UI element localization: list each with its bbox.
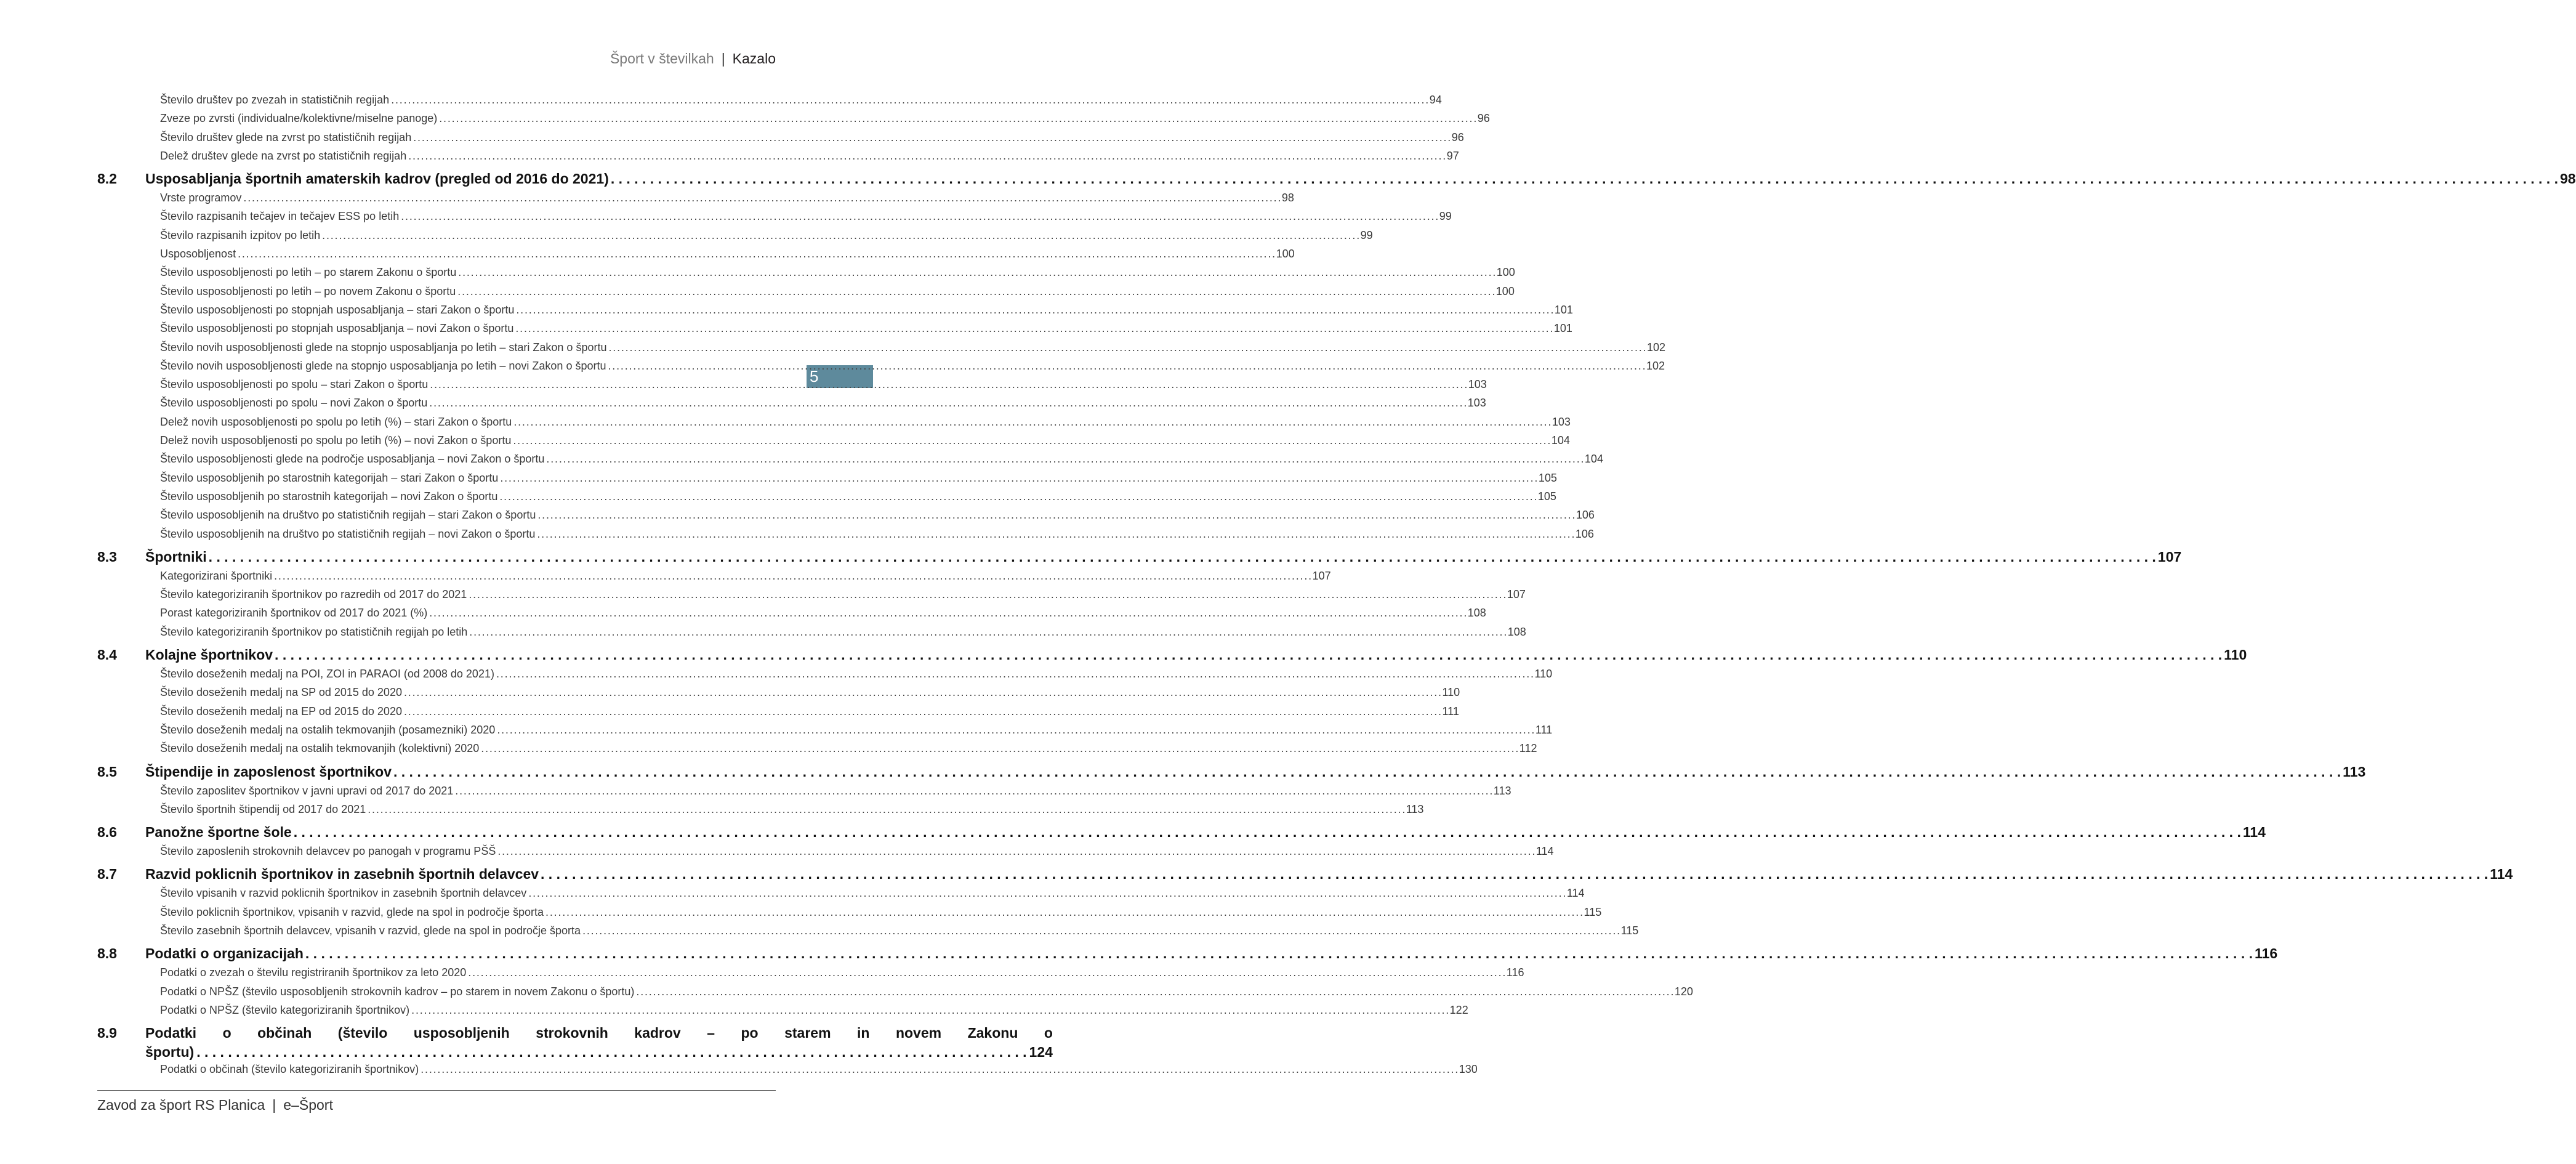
toc-page-number: 100 [1276,248,1295,261]
leader-dots [497,845,1534,858]
leader-dots [455,785,1492,798]
leader-dots [528,887,1565,900]
toc-section-title-continued: športu) [145,1044,195,1061]
leader-dots [294,824,2241,841]
toc-page-number: 122 [1449,1003,1468,1016]
toc-subentry-title: Število usposobljenosti po letih – po novem Zakonu o športu [160,285,456,297]
toc-subentry-title: Vrste programov [160,192,242,204]
toc-subentry[interactable] [97,341,1666,360]
toc-subentry[interactable] [97,742,1537,761]
toc-subentry-title: Število kategoriziranih športnikov po razredih od 2017 do 2021 [160,588,467,601]
toc-page-number: 116 [1506,966,1524,979]
leader-dots [499,490,1536,503]
toc-page-number: 105 [1538,471,1557,484]
toc-subentry-title: Število razpisanih tečajev in tečajev ESS po letih [160,210,400,223]
toc-subentry[interactable] [97,453,1603,471]
leader-dots [413,131,1450,144]
toc-subentry-title: Število usposobljenosti po spolu – novi Zakon o športu [160,397,428,410]
leader-dots [611,171,2558,187]
toc-subentry[interactable] [97,434,1570,453]
toc-subentry[interactable] [97,668,1553,686]
leader-dots [513,434,1550,447]
toc-section-title: Podatki o organizacijah [145,945,304,962]
toc-subentry[interactable] [97,723,1553,742]
toc-subentry[interactable] [97,303,1573,322]
toc-page-number: 114 [2242,824,2266,841]
toc-subentry-title: Podatki o zvezah o številu registriranih športnikov za leto 2020 [160,966,467,979]
toc-subentry-title: Število doseženih medalj na EP od 2015 do 2020 [160,705,402,717]
leader-dots [368,803,1404,816]
toc-page-number: 115 [1584,905,1602,918]
toc-page-number: 110 [1442,686,1460,699]
toc-subentry[interactable] [97,131,1464,150]
toc-subentry[interactable] [97,490,1556,509]
toc-subentry-title: Podatki o NPŠZ (število kategoriziranih športnikov) [160,1003,410,1016]
toc-subentry-title: Usposobljenost [160,248,236,261]
toc-subentry[interactable] [97,802,1424,822]
toc-subentry-title: Število športnih štipendij od 2017 do 2021 [160,802,366,815]
toc-section-title: Razvid poklicnih športnikov in zasebnih športnih delavcev [145,866,539,883]
leader-dots [497,724,1534,737]
toc-page-number: 120 [1674,985,1693,998]
toc-page-number: 108 [1507,625,1526,638]
toc-subentry[interactable] [97,94,1442,112]
toc-subentry[interactable] [97,985,1693,1004]
toc-subentry-title: Delež novih usposobljenosti po spolu po letih (%) – novi Zakon o športu [160,434,512,447]
toc-subentry-title: Število usposobljenih na društvo po statističnih regijah – novi Zakon o športu [160,527,536,540]
toc-subentry-title: Zveze po zvrsti (individualne/kolektivne/miselne panoge) [160,112,438,125]
toc-subentry-title: Porast kategoriziranih športnikov od 2017 do 2021 (%) [160,607,428,620]
leader-dots [608,341,1645,354]
toc-page-number: 96 [1477,112,1490,125]
toc-section-number: 8.3 [97,548,117,565]
leader-dots [404,705,1441,718]
toc-subentry-title: Število razpisanih izpitov po letih [160,228,321,241]
leader-dots [469,626,1506,639]
toc-section-entry[interactable] [97,548,2182,570]
toc-subentry[interactable] [97,607,1486,625]
toc-subentry[interactable] [97,322,1572,341]
leader-dots [404,686,1441,699]
toc-subentry-title: Podatki o občinah (število kategoriziranih športnikov) [160,1063,419,1076]
toc-subentry-title: Število doseženih medalj na POI, ZOI in PARAOI (od 2008 do 2021) [160,668,494,681]
header-publication: Šport v številkah [610,51,714,67]
toc-subentry-title: Kategorizirani športniki [160,569,273,582]
leader-dots [408,150,1445,163]
toc-subentry-title: Število vpisanih v razvid poklicnih športnikov in zasebnih športnih delavcev [160,887,527,900]
leader-dots [274,570,1311,583]
toc-section-entry[interactable] [97,1025,1053,1063]
toc-subentry-title: Število usposobljenosti glede na področje usposabljanja – novi Zakon o športu [160,453,545,466]
toc-section-title: Štipendije in zaposlenost športnikov [145,763,392,780]
toc-page-number: 97 [1446,149,1459,162]
leader-dots [411,1004,1448,1017]
leader-dots [481,742,1518,755]
toc-page-number: 104 [1584,453,1603,466]
leader-dots [439,112,1476,125]
toc-page-number: 114 [1566,887,1585,900]
toc-page-number: 106 [1576,509,1595,522]
toc-page-number: 124 [1029,1044,1053,1061]
footer-institution: Zavod za šport RS Planica [97,1097,265,1113]
toc-section-title: Športniki [145,548,207,565]
toc-subentry[interactable] [97,192,1294,210]
leader-dots [636,985,1673,998]
toc-page-number: 114 [2490,866,2513,883]
leader-dots [391,94,1428,107]
toc-page-number: 111 [1535,723,1553,736]
leader-dots [305,945,2253,962]
leader-dots [196,1044,1026,1061]
toc-subentry-title: Število doseženih medalj na ostalih tekmovanjih (posamezniki) 2020 [160,723,496,736]
toc-subentry-title: Število zaposlenih strokovnih delavcev po panogah v programu PŠŠ [160,845,496,858]
toc-subentry[interactable] [97,569,1331,588]
toc-page-number: 94 [1429,94,1442,106]
toc-page-number: 102 [1646,341,1666,354]
leader-dots [429,607,1466,620]
leader-dots [275,647,2222,663]
leader-dots [238,248,1274,261]
leader-dots [582,924,1619,937]
toc-subentry[interactable] [97,378,1487,397]
leader-dots [243,192,1280,204]
toc-page-number: 110 [2224,647,2247,663]
toc-section-number: 8.9 [97,1025,117,1041]
footer-separator: | [272,1097,276,1113]
toc-subentry[interactable] [97,625,1526,644]
leader-dots [541,866,2488,883]
toc-subentry[interactable] [97,686,1460,705]
toc-section-entry[interactable] [97,763,2366,785]
toc-subentry[interactable] [97,905,1602,924]
toc-subentry-title: Število usposobljenosti po letih – po starem Zakonu o športu [160,266,457,279]
toc-subentry-title: Število zaposlitev športnikov v javni upravi od 2017 do 2021 [160,784,454,797]
toc-subentry[interactable] [97,359,1665,378]
toc-page-number: 113 [2343,763,2366,780]
leader-dots [209,549,2156,565]
leader-dots [496,668,1533,681]
toc-subentry[interactable] [97,588,1526,607]
toc-subentry[interactable] [97,415,1571,434]
toc-subentry-title: Podatki o NPŠZ (število usposobljenih strokovnih kadrov – po starem in novem Zakonu o športu) [160,985,635,998]
footer-rule [97,1090,776,1091]
leader-dots [545,906,1582,919]
toc-page-number: 104 [1551,434,1570,447]
toc-section-number: 8.8 [97,945,117,962]
toc-page-number: 111 [1442,705,1459,717]
toc-page-number: 98 [2559,171,2576,187]
toc-subentry-title: Število kategoriziranih športnikov po statističnih regijah po letih [160,625,468,638]
toc-subentry-title: Število usposobljenosti po stopnjah usposabljanja – novi Zakon o športu [160,322,514,335]
toc-subentry-title: Delež novih usposobljenosti po spolu po letih (%) – stari Zakon o športu [160,415,512,428]
leader-dots [421,1063,1457,1076]
toc-page-number: 100 [1495,285,1515,297]
toc-subentry[interactable] [97,705,1459,724]
toc-subentry[interactable] [97,397,1486,415]
toc-page-number: 103 [1552,415,1571,428]
leader-dots [513,416,1550,429]
toc-section-entry[interactable] [97,824,2266,845]
toc-subentry[interactable] [97,966,1524,985]
leader-dots [429,397,1466,410]
chapter-tab: 5 [807,365,873,388]
toc-section-title: Usposabljanja športnih amaterskih kadrov (pregled od 2016 do 2021) [145,171,609,187]
leader-dots [515,322,1552,335]
toc-page-number: 100 [1496,266,1515,279]
leader-dots [401,210,1438,223]
toc-page-number: 108 [1467,607,1486,620]
leader-dots [608,360,1644,373]
leader-dots [468,966,1505,979]
leader-dots [457,285,1494,298]
toc-section-number: 8.6 [97,824,117,841]
toc-subentry[interactable] [97,471,1557,490]
leader-dots [458,266,1495,279]
toc-subentry-title: Število usposobljenih po starostnih kategorijah – stari Zakon o športu [160,471,499,484]
toc-subentry[interactable] [97,1003,1468,1022]
toc-page-number: 113 [1406,802,1424,815]
toc-page-number: 103 [1468,378,1487,391]
toc-subentry-title: Število poklicnih športnikov, vpisanih v razvid, glede na spol in področje športa [160,905,544,918]
toc-page-number: 130 [1459,1063,1478,1076]
toc-subentry-title: Število usposobljenih na društvo po statističnih regijah – stari Zakon o športu [160,509,536,522]
toc-section-title: Panožne športne šole [145,824,292,841]
toc-subentry[interactable] [97,924,1639,943]
running-footer [97,1097,333,1113]
toc-page-number: 101 [1553,322,1572,335]
toc-subentry-title: Število usposobljenosti po stopnjah usposabljanja – stari Zakon o športu [160,303,515,316]
toc-page-number: 105 [1537,490,1556,503]
toc-subentry-title: Število usposobljenih po starostnih kategorijah – novi Zakon o športu [160,490,498,503]
toc-page-number: 98 [1281,192,1294,204]
toc-subentry[interactable] [97,112,1490,131]
toc-subentry-title: Število novih usposobljenosti glede na stopnjo usposabljanja po letih – novi Zakon o športu [160,359,606,372]
toc-page-number: 102 [1646,359,1665,372]
toc-section-title: Kolajne športnikov [145,647,273,663]
toc-page-number: 101 [1554,303,1573,316]
leader-dots [537,509,1574,522]
toc-section-entry[interactable] [97,171,2576,192]
toc-section-number: 8.5 [97,763,117,780]
toc-subentry-title: Delež društev glede na zvrst po statističnih regijah [160,149,407,162]
leader-dots [500,472,1537,485]
toc-page-number: 112 [1519,742,1537,755]
toc-subentry-title: Število društev po zvezah in statističnih regijah [160,94,390,106]
footer-publication: e–Šport [283,1097,333,1113]
toc-section-title: Podatki o občinah (število usposobljenih strokovnih kadrov – po starem in novem Zakonu o [145,1025,1053,1041]
toc-subentry[interactable] [97,285,1515,304]
toc-subentry[interactable] [97,210,1452,228]
toc-section-number: 8.4 [97,647,117,663]
toc-section-entry[interactable] [97,945,2278,966]
leader-dots [393,764,2341,780]
toc-subentry[interactable] [97,887,1585,905]
toc-subentry[interactable] [97,248,1295,266]
toc-subentry[interactable] [97,784,1511,803]
toc-page-number: 113 [1493,784,1511,797]
toc-page-number: 107 [1507,588,1526,601]
toc-subentry-title: Število novih usposobljenosti glede na stopnjo usposabljanja po letih – stari Zakon o športu [160,341,607,354]
toc-page-number: 107 [1312,569,1331,582]
toc-subentry[interactable] [97,149,1459,168]
leader-dots [537,528,1574,541]
toc-page-number: 107 [2157,548,2182,565]
toc-page-number: 106 [1575,527,1594,540]
running-header [610,51,776,67]
header-section: Kazalo [732,51,776,67]
toc-page-number: 99 [1439,210,1452,223]
toc-subentry[interactable] [97,266,1515,285]
toc-page-number: 115 [1620,924,1639,937]
leader-dots [430,378,1467,391]
toc-section-entry[interactable] [97,866,2513,887]
leader-dots [546,453,1583,466]
toc-subentry-title: Število društev glede na zvrst po statističnih regijah [160,131,412,143]
toc-section-number: 8.2 [97,171,117,187]
header-separator: | [721,51,725,67]
toc-subentry[interactable] [97,228,1373,248]
toc-section-number: 8.7 [97,866,117,883]
toc-subentry-title: Število doseženih medalj na SP od 2015 do 2020 [160,686,402,699]
toc-subentry-title: Število usposobljenosti po spolu – stari Zakon o športu [160,378,429,391]
toc-page-number: 99 [1360,228,1373,241]
toc-subentry[interactable] [97,509,1595,527]
toc-subentry[interactable] [97,845,1554,863]
toc-subentry-title: Število zasebnih športnih delavcev, vpisanih v razvid, glede na spol in področje športa [160,924,581,937]
toc-section-entry[interactable] [97,647,2247,668]
toc-subentry[interactable] [97,527,1594,546]
leader-dots [322,229,1359,242]
leader-dots [469,588,1505,601]
table-of-contents [97,94,2576,1081]
leader-dots [516,304,1553,317]
toc-subentry[interactable] [97,1063,1478,1081]
toc-page-number: 103 [1467,397,1486,410]
toc-page-number: 110 [1534,668,1553,681]
toc-page-number: 96 [1451,131,1464,143]
toc-page-number: 116 [2255,945,2278,962]
toc-subentry-title: Število doseženih medalj na ostalih tekmovanjih (kolektivni) 2020 [160,742,480,755]
toc-page-number: 114 [1536,845,1554,858]
